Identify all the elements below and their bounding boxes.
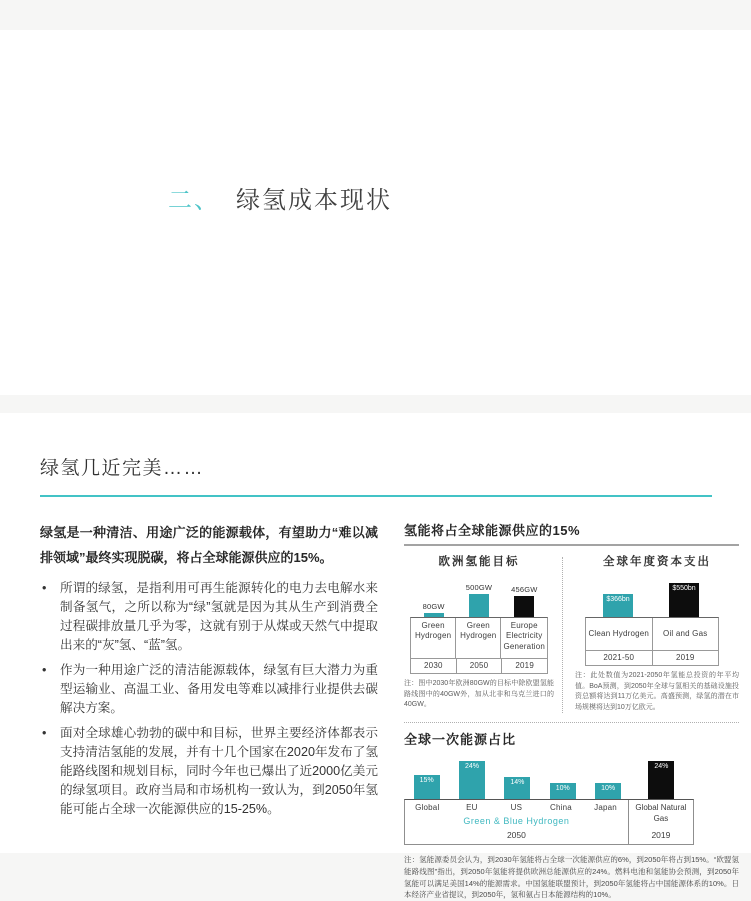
chart-axis-label-table: [404, 799, 694, 845]
section-title: [168, 180, 392, 215]
chart-plot-area: [411, 571, 547, 617]
bar-slot: [411, 602, 456, 617]
chart-plot-area: [404, 755, 692, 799]
year-label-row: [586, 650, 718, 665]
horizontal-dotted-divider: [404, 722, 739, 723]
axis-label: Europe Electricity Generation: [500, 618, 547, 658]
bullet-list: [40, 579, 378, 819]
year-label-row: [411, 658, 547, 673]
bar-value-label: 10%: [601, 785, 616, 793]
axis-label: Global Natural Gas: [635, 803, 687, 823]
vertical-dotted-divider: [562, 557, 563, 713]
category-label-row: [586, 618, 718, 650]
slide-content: [0, 413, 751, 900]
year-label: 2019: [652, 651, 719, 665]
bar-slot: [495, 777, 540, 799]
bar-value-label: 10%: [555, 785, 570, 793]
slide-section-divider: [0, 30, 751, 395]
chart-bar: [648, 761, 674, 799]
chart-footnote: 注：此处数值为2021-2050年氢能总投资的年平均值。BoA预测，到2050年全球与氢相关的基础设施投资总额将达到11万亿美元。高盛预测，绿氢的潜在市场规模将达到10万亿欧元。: [575, 672, 739, 711]
axis-label: Global: [415, 803, 440, 813]
axis-label: Green Hydrogen: [414, 621, 452, 641]
chart-plot-area: [585, 571, 717, 617]
bar-slot: [585, 594, 651, 617]
natural-gas-label-group: [628, 800, 693, 844]
bar-slot: [449, 761, 494, 799]
year-label: 2019: [651, 830, 671, 841]
bar-slot: [502, 585, 547, 617]
chart-title: 欧洲氢能目标: [438, 556, 520, 568]
bar-slot: [631, 761, 692, 799]
chart-global-annual-capex: [575, 553, 739, 713]
top-charts-row: [404, 553, 739, 713]
year-label: 2030: [424, 661, 443, 670]
chart-axis-label-table: [410, 617, 548, 674]
chart-bar: [595, 783, 621, 799]
bullet-item: • 所谓的绿氢，是指利用可再生能源转化的电力去电解水来制备氢气，之所以称为“绿”氢就是因为其从生产到消费全过程碳排放量几乎为零，这就有别于从煤或天然气中提取出来的“灰”氢、“蓝”氢。: [40, 579, 378, 655]
axis-label: Clean Hydrogen: [588, 628, 650, 638]
bar-value-label: $550bn: [672, 585, 696, 592]
bullet-item: • 作为一种用途广泛的清洁能源载体，绿氢有巨大潜力为重型运输业、高温工业、备用发电等难以减排行业提供去碳解决方案。: [40, 661, 378, 718]
category-label-row: [411, 618, 547, 658]
title-divider-line: [40, 495, 712, 497]
bar-value-label: 24%: [654, 763, 669, 771]
bar-value-label: 500GW: [465, 583, 493, 592]
bar-value-label: 456GW: [511, 585, 538, 594]
chart-title: 全球年度资本支出: [603, 556, 711, 568]
charts-column: [404, 520, 739, 901]
bar-slot: [540, 783, 585, 799]
chart-axis-label-table: [585, 617, 719, 666]
two-column-layout: [40, 520, 739, 901]
intro-paragraph: 绿氢是一种清洁、用途广泛的能源载体，有望助力“难以减排领域”最终实现脱碳，将占全球能源供应的15%。: [40, 525, 378, 565]
year-label: 2050: [456, 659, 502, 673]
chart-bar: [504, 777, 530, 799]
chart-footnote: 注：氢能源委员会认为，到2030年氢能将占全球一次能源供应的6%，到2050年将占到15%。“欧盟氢能路线图”指出，到2050年氢能将提供欧洲总能源供应的24%。燃料电池和氢能协会预测，到2050年氢能可以满足美国14%的能源需求。中国氢能联盟预计，到2050年氢能将占中国能源体系的10%。日本经济产业省提议，到2050年，氢和氨占日本能源结构的10%。: [404, 855, 739, 900]
bar-value-label: 15%: [419, 777, 434, 785]
bar-slot: [585, 783, 630, 799]
bar-value-label: 24%: [465, 763, 480, 771]
chart-bar: [414, 775, 440, 799]
chart-primary-energy-share: [404, 729, 739, 901]
year-label: 2021-50: [603, 653, 635, 662]
bar-slot: [456, 583, 501, 617]
chart-bar: [459, 761, 485, 799]
section-number: 二、: [168, 187, 220, 214]
axis-label: US: [510, 803, 523, 813]
chart-bar: [514, 596, 534, 617]
slide-title: 绿氢几近完美……: [40, 458, 205, 479]
axis-label: EU: [466, 803, 478, 813]
hydrogen-label-group: [405, 800, 628, 844]
chart-footnote: 注：图中2030年欧洲80GW的目标中除欧盟氢能路线图中的40GW外，加从北非和乌克兰进口的40GW。: [404, 680, 554, 709]
axis-label: China: [550, 803, 572, 813]
slide-content-inner: [0, 413, 751, 901]
chart-bar: [603, 594, 633, 617]
charts-header: 氢能将占全球能源供应的15%: [404, 523, 581, 538]
bar-slot: [651, 583, 717, 617]
chart-bar: [669, 583, 699, 617]
section-title-text: 绿氢成本现状: [236, 187, 392, 214]
chart-bar: [469, 594, 489, 617]
bar-value-label: 80GW: [422, 602, 445, 611]
bar-value-label: 14%: [510, 779, 525, 787]
series-legend: Green & Blue Hydrogen: [463, 816, 570, 827]
year-label: 2050: [506, 830, 526, 841]
bullet-item: • 面对全球雄心勃勃的碳中和目标，世界主要经济体都表示支持清洁氢能的发展，并有十几个国家在2020年发布了氢能路线图和规划目标，同时今年也已爆出了近2000亿美元的绿氢项目。政府当局和市场机构一致认为，到2050年氢能可能占全球一次能源供应的15-25%。: [40, 724, 378, 819]
bar-value-label: $366bn: [606, 596, 630, 603]
category-label-row: [405, 803, 628, 812]
bar-slot: [404, 775, 449, 799]
axis-label: Japan: [594, 803, 617, 813]
chart-title: 全球一次能源占比: [404, 732, 517, 748]
year-label: 2019: [501, 659, 547, 673]
charts-header-divider: [404, 544, 739, 546]
body-text-column: [40, 520, 378, 901]
axis-label: Oil and Gas: [652, 618, 719, 650]
chart-europe-hydrogen-targets: [404, 553, 554, 713]
axis-label: Green Hydrogen: [455, 618, 500, 658]
chart-bar: [550, 783, 576, 799]
